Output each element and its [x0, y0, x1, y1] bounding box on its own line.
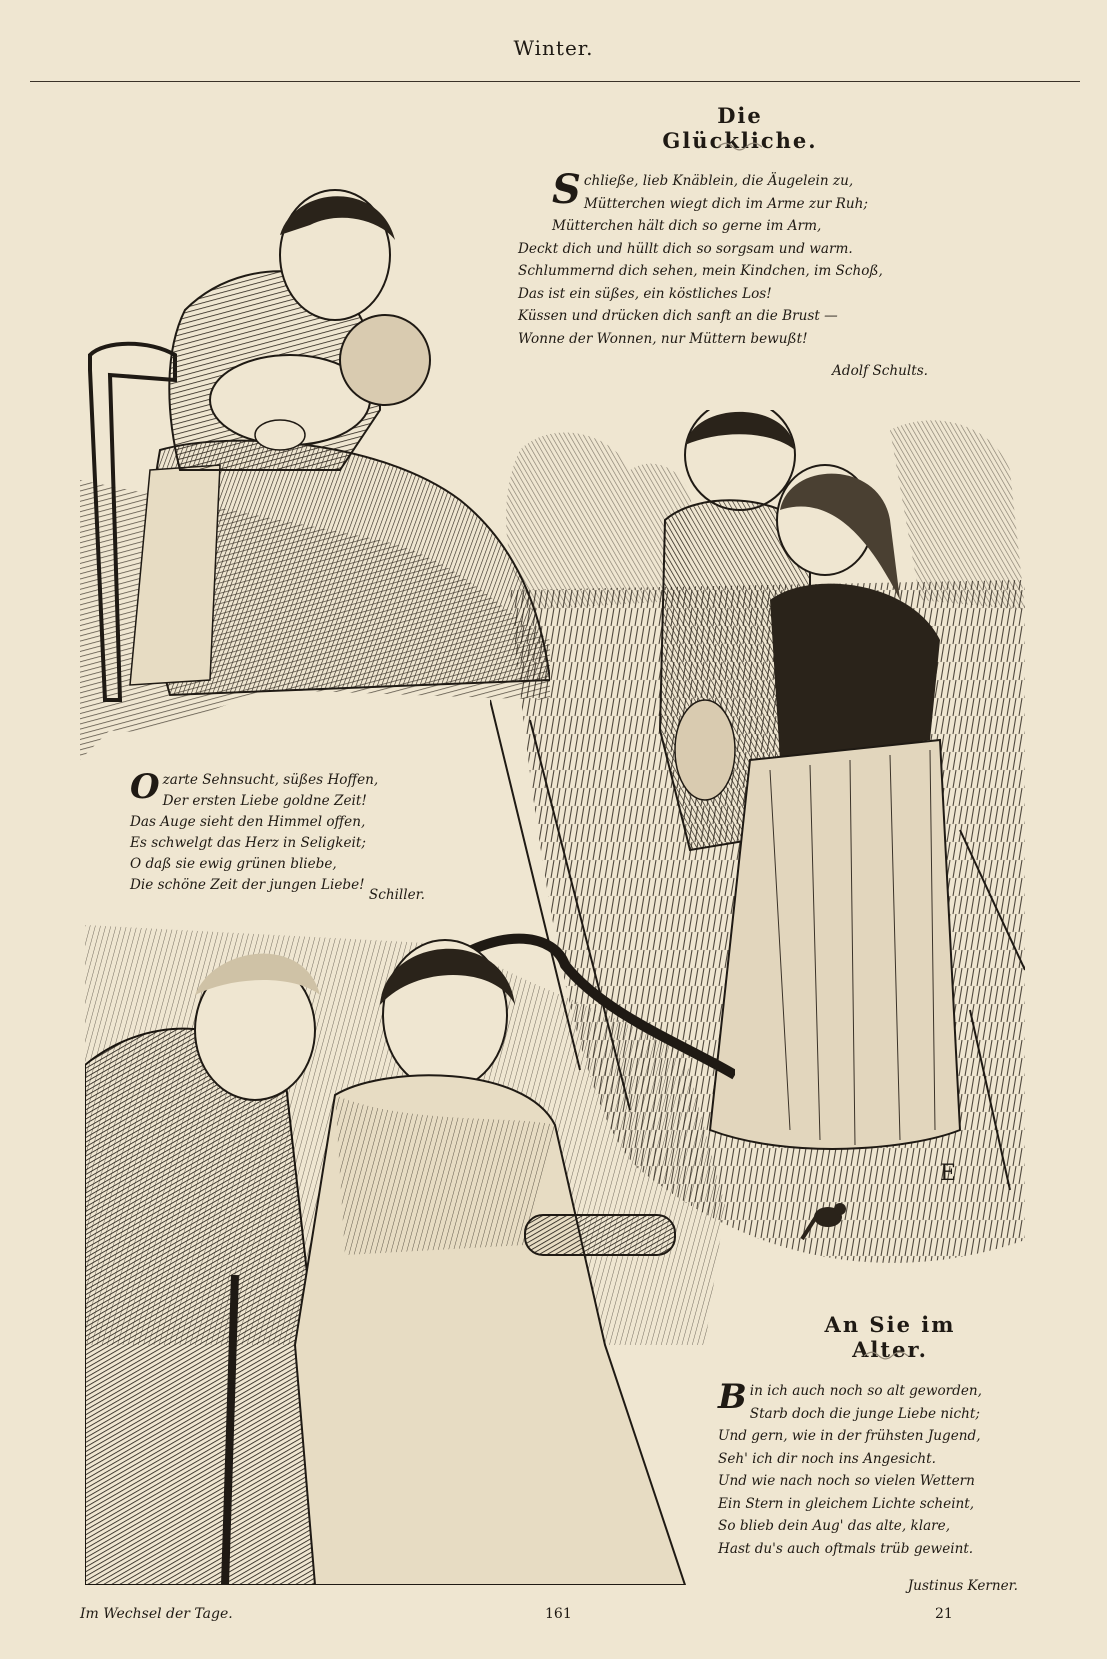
mother-with-infant-engraving: [80, 180, 550, 760]
poem-line: Schlummernd dich sehen, mein Kindchen, im Schoß,: [518, 263, 883, 279]
footer-sheet-number: 21: [935, 1606, 953, 1622]
running-header: Winter.: [513, 36, 594, 60]
footer-series-title: Im Wechsel der Tage.: [80, 1606, 233, 1622]
header-rule: [30, 81, 1080, 82]
poem-line: Es schwelgt das Herz in Seligkeit;: [130, 835, 366, 851]
poem-line: Das ist ein süßes, ein köstliches Los!: [518, 285, 772, 302]
elderly-couple-on-bench-engraving: [85, 925, 735, 1585]
title-ornament: [716, 141, 766, 151]
poem-line: Und gern, wie in der frühsten Jugend,: [718, 1428, 981, 1444]
poem-an-sie-im-alter: [718, 1377, 982, 1560]
poem-line: Seh' ich dir noch ins Angesicht.: [718, 1450, 936, 1467]
dropcap: O: [130, 767, 160, 807]
poem-line: chließe, lieb Knäblein, die Äugelein zu,: [583, 173, 854, 189]
svg-text:E: E: [940, 1161, 957, 1186]
poem-schiller: [130, 767, 379, 896]
poem-author: Justinus Kerner.: [907, 1578, 1018, 1594]
poem-line: O daß sie ewig grünen bliebe,: [130, 856, 337, 872]
poem-author: Adolf Schults.: [832, 363, 928, 379]
poem-line: Mütterchen hält dich so gerne im Arm,: [552, 218, 822, 234]
poem-die-glueckliche: [518, 166, 883, 350]
poem-line: So blieb dein Aug' das alte, klare,: [718, 1518, 951, 1534]
poem-line: Küssen und drücken dich sanft an die Brust —: [518, 308, 838, 324]
poem-author: Schiller.: [368, 887, 425, 903]
poem-line: Starb doch die junge Liebe nicht;: [749, 1405, 980, 1422]
poem-line: Ein Stern in gleichem Lichte scheint,: [718, 1495, 975, 1512]
poem-line: Hast du's auch oftmals trüb geweint.: [718, 1540, 974, 1557]
poem-line: in ich auch noch so alt geworden,: [749, 1383, 982, 1399]
poem-line: Das Auge sieht den Himmel offen,: [130, 814, 366, 830]
bird-icon: [800, 1195, 860, 1245]
poem-title-die-glueckliche: Die Glückliche.: [662, 103, 818, 153]
poem-line: Der ersten Liebe goldne Zeit!: [162, 793, 367, 809]
poem-title-an-sie-im-alter: An Sie im Alter.: [824, 1312, 956, 1362]
title-ornament: [862, 1350, 912, 1360]
dropcap: B: [718, 1377, 747, 1417]
poem-line: Wonne der Wonnen, nur Müttern bewußt!: [518, 330, 808, 347]
poem-line: Deckt dich und hüllt dich so sorgsam und warm.: [518, 240, 853, 257]
poem-line: zarte Sehnsucht, süßes Hoffen,: [162, 772, 379, 788]
poem-line: Mütterchen wiegt dich im Arme zur Ruh;: [583, 195, 868, 212]
poem-line: Die schöne Zeit der jungen Liebe!: [130, 877, 365, 893]
dropcap: S: [552, 166, 581, 213]
poem-line: Und wie nach noch so vielen Wettern: [718, 1473, 975, 1489]
footer-page-number: 161: [545, 1606, 572, 1622]
